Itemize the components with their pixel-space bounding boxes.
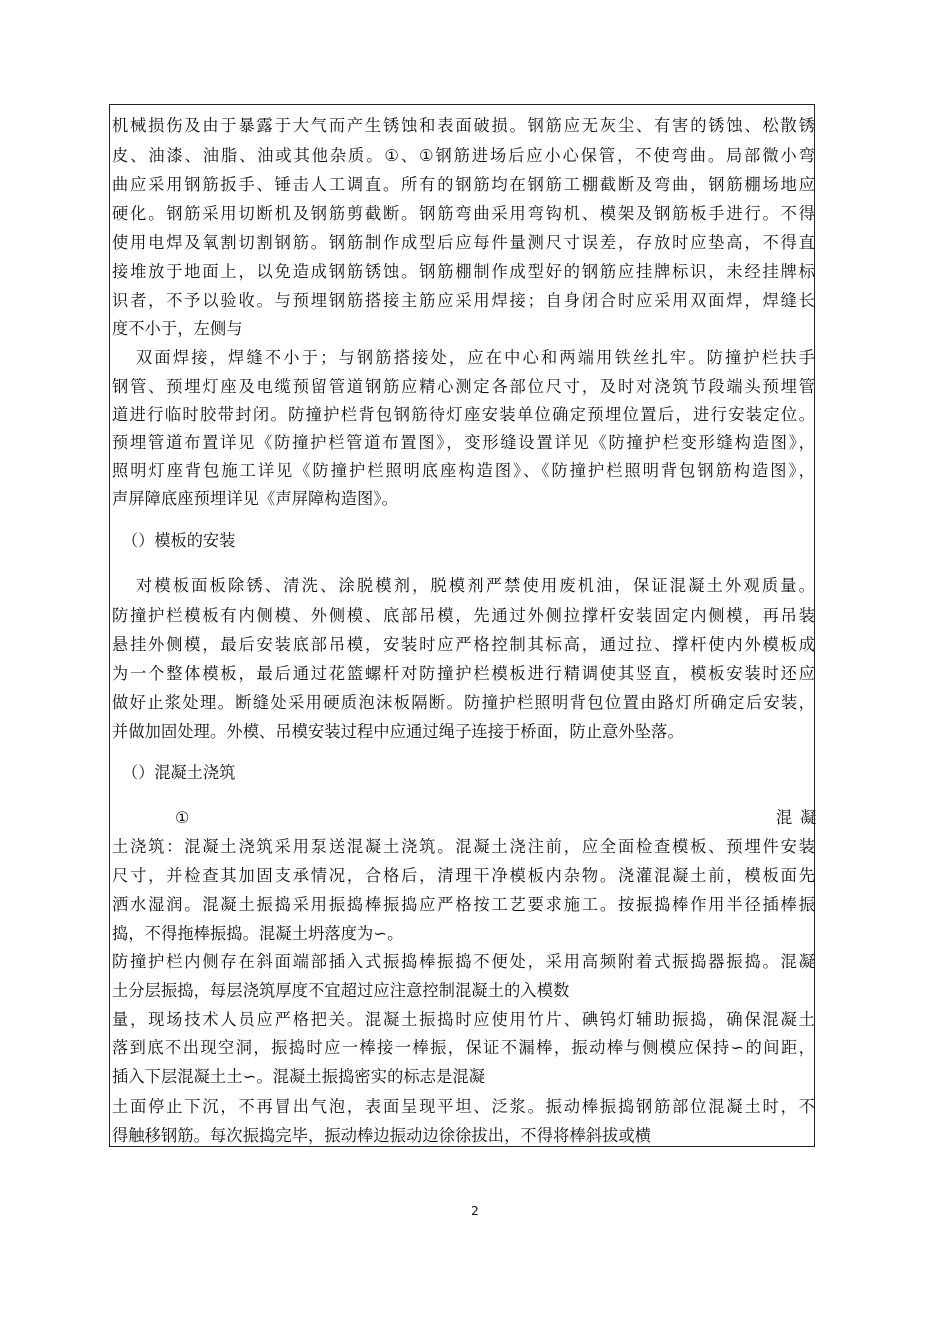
text-line: 对模板面板除锈、清洗、涂脱模剂，脱模剂严禁使用废机油，保证混凝土外观质量。 xyxy=(136,576,815,595)
text-line: 机械损伤及由于暴露于大气而产生锈蚀和表面破损。钢筋应无灰尘、有害的锈蚀、松散锈 xyxy=(112,116,815,135)
text-line: 防撞护栏模板有内侧模、外侧模、底部吊模，先通过外侧拉撑杆安装固定内侧模，再吊装 xyxy=(112,606,815,625)
text-line: 防撞护栏内侧存在斜面端部插入式振捣棒振捣不便处，采用高频附着式振捣器振捣。混凝 xyxy=(112,952,815,971)
section-heading-concrete: （）混凝土浇筑 xyxy=(122,763,236,782)
text-line: 照明灯座背包施工详见《防撞护栏照明底座构造图》、《防撞护栏照明背包钢筋构造图》， xyxy=(112,461,815,480)
text-line: 为一个整体模板，最后通过花篮螺杆对防撞护栏模板进行精调使其竖直，模板安装时还应 xyxy=(112,664,815,683)
text-line: 土面停止下沉，不再冒出气泡，表面呈现平坦、泛浆。振动棒振捣钢筋部位混凝土时，不 xyxy=(112,1097,815,1116)
text-line: 尺寸，并检查其加固支承情况，合格后，清理干净模板内杂物。浇灌混凝土前，模板面先 xyxy=(112,866,815,885)
text-line: 声屏障底座预埋详见《声屏障构造图》。 xyxy=(112,489,398,508)
text-line: 悬挂外侧模，最后安装底部吊模，安装时应严格控制其标高，通过拉、撑杆使内外模板成 xyxy=(112,635,815,654)
text-line: 预埋管道布置详见《防撞护栏管道布置图》，变形缝设置详见《防撞护栏变形缝构造图》， xyxy=(112,433,815,452)
text-line: 土分层振捣，每层浇筑厚度不宜超过应注意控制混凝土的入模数 xyxy=(112,981,570,1000)
text-line: 插入下层混凝土土∽。混凝土振捣密实的标志是混凝 xyxy=(112,1067,486,1086)
text-line: 度不小于，左侧与 xyxy=(112,319,243,338)
text-line: 接堆放于地面上，以免造成钢筋锈蚀。钢筋棚制作成型好的钢筋应挂牌标识，未经挂牌标 xyxy=(112,262,815,281)
text-fragment: 混凝 xyxy=(776,808,825,827)
page-number: 2 xyxy=(471,1204,479,1218)
item-marker: ① xyxy=(175,808,190,827)
text-line: 并做加固处理。外模、吊模安装过程中应通过绳子连接于桥面，防止意外坠落。 xyxy=(112,722,684,741)
text-line: 曲应采用钢筋扳手、锤击人工调直。所有的钢筋均在钢筋工棚截断及弯曲，钢筋棚场地应 xyxy=(112,175,815,194)
text-line: 落到底不出现空洞，振捣时应一棒接一棒振，保证不漏棒，振动棒与侧模应保持∽的间距， xyxy=(112,1038,815,1057)
text-line: 量，现场技术人员应严格把关。混凝土振捣时应使用竹片、碘钨灯辅助振捣，确保混凝土 xyxy=(112,1010,815,1029)
text-line: 双面焊接，焊缝不小于；与钢筋搭接处，应在中心和两端用铁丝扎牢。防撞护栏扶手 xyxy=(136,348,815,367)
text-line: 做好止浆处理。断缝处采用硬质泡沫板隔断。防撞护栏照明背包位置由路灯所确定后安装， xyxy=(112,693,815,712)
text-line: 道进行临时胶带封闭。防撞护栏背包钢筋待灯座安装单位确定预埋位置后，进行安装定位。 xyxy=(112,405,815,424)
section-heading-formwork: （）模板的安装 xyxy=(122,531,236,550)
text-line: 洒水湿润。混凝土振捣采用振捣棒振捣应严格按工艺要求施工。按振捣棒作用半径插棒振 xyxy=(112,895,815,914)
text-line: 使用电焊及氧割切割钢筋。钢筋制作成型后应每件量测尺寸误差，存放时应垫高，不得直 xyxy=(112,233,815,252)
text-line: 钢管、预埋灯座及电缆预留管道钢筋应精心测定各部位尺寸，及时对浇筑节段端头预埋管 xyxy=(112,377,815,396)
text-line: 捣，不得拖棒振捣。混凝土坍落度为∽。 xyxy=(112,924,404,943)
text-line: 土浇筑：混凝土浇筑采用泵送混凝土浇筑。混凝土浇注前，应全面检查模板、预埋件安装 xyxy=(112,837,815,856)
text-line: 得触移钢筋。每次振捣完毕，振动棒边振动边徐徐拔出，不得将棒斜拔或横 xyxy=(112,1126,652,1145)
text-line: 识者，不予以验收。与预埋钢筋搭接主筋应采用焊接；自身闭合时应采用双面焊，焊缝长 xyxy=(112,291,815,310)
text-line: 皮、油漆、油脂、油或其他杂质。①、①钢筋进场后应小心保管，不使弯曲。局部微小弯 xyxy=(112,146,815,165)
text-line: 硬化。钢筋采用切断机及钢筋剪截断。钢筋弯曲采用弯钩机、模架及钢筋板手进行。不得 xyxy=(112,204,815,223)
